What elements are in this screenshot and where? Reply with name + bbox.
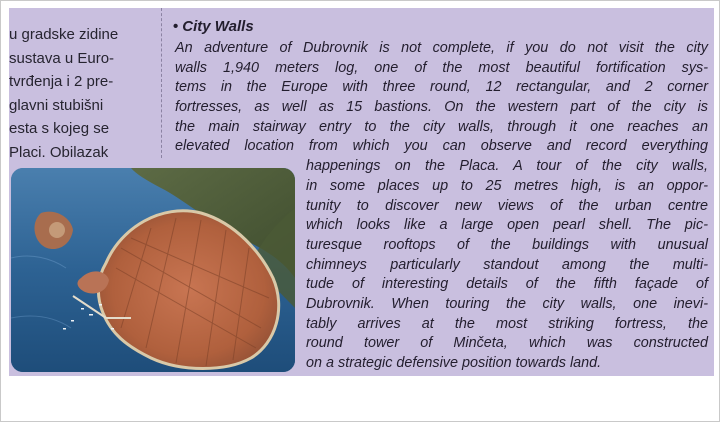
article-line: which looks like a large open pearl shell. The pic- (306, 217, 708, 234)
section-title: City Walls (182, 18, 254, 35)
article-line: the main stairway entry to the city walls, through it one reaches an (175, 118, 708, 135)
article-line: An adventure of Dubrovnik is not complete, if you do not visit the city (175, 40, 708, 56)
article-line: happenings on the Placa. A tour of the city walls, (306, 158, 708, 175)
croatian-line: sustava u Euro- (9, 49, 115, 67)
article-line: fortresses, as well as 15 bastions. On the western part of the city is (175, 99, 708, 116)
article-line: elevated location from which you can observe and record everything (175, 138, 708, 155)
croatian-line: tvrđenja i 2 pre- (9, 73, 114, 91)
bullet-icon: • (173, 18, 179, 35)
article-line: tude of interesting details of the fifth façade of (306, 276, 708, 293)
croatian-line: Placi. Obilazak (9, 143, 109, 161)
article-line: turesque rooftops of the buildings with unusual (306, 236, 708, 253)
aerial-photo-illustration (11, 168, 295, 372)
section-heading (173, 18, 254, 35)
article-line: walls 1,940 meters log, one of the most beautiful fortification sys- (175, 59, 708, 76)
aerial-photo-dubrovnik (11, 168, 295, 372)
article-line: round tower of Minčeta, which was constructed (306, 335, 708, 352)
article-line: in some places up to 25 metres high, is an oppor- (306, 177, 708, 194)
article-line: on a strategic defensive position towards land. (306, 355, 602, 371)
croatian-line: u gradske zidine (9, 26, 119, 43)
article-line: tems in the Europe with three round, 12 rectangular, and 2 corner (175, 79, 708, 96)
brochure-scan (9, 8, 714, 376)
article-line: tunity to discover new views of the urban centre (306, 197, 708, 214)
fortress-tower (49, 222, 65, 238)
croatian-line: esta s kojeg se (9, 120, 110, 138)
article-line: Dubrovnik. When touring the city walls, one inevi- (306, 295, 708, 312)
article-line: chimneys particularly standout among the multi- (306, 256, 708, 273)
article-line: tably arrives at the most striking fortress, the (306, 315, 708, 332)
croatian-line: glavni stubišni (9, 96, 104, 114)
